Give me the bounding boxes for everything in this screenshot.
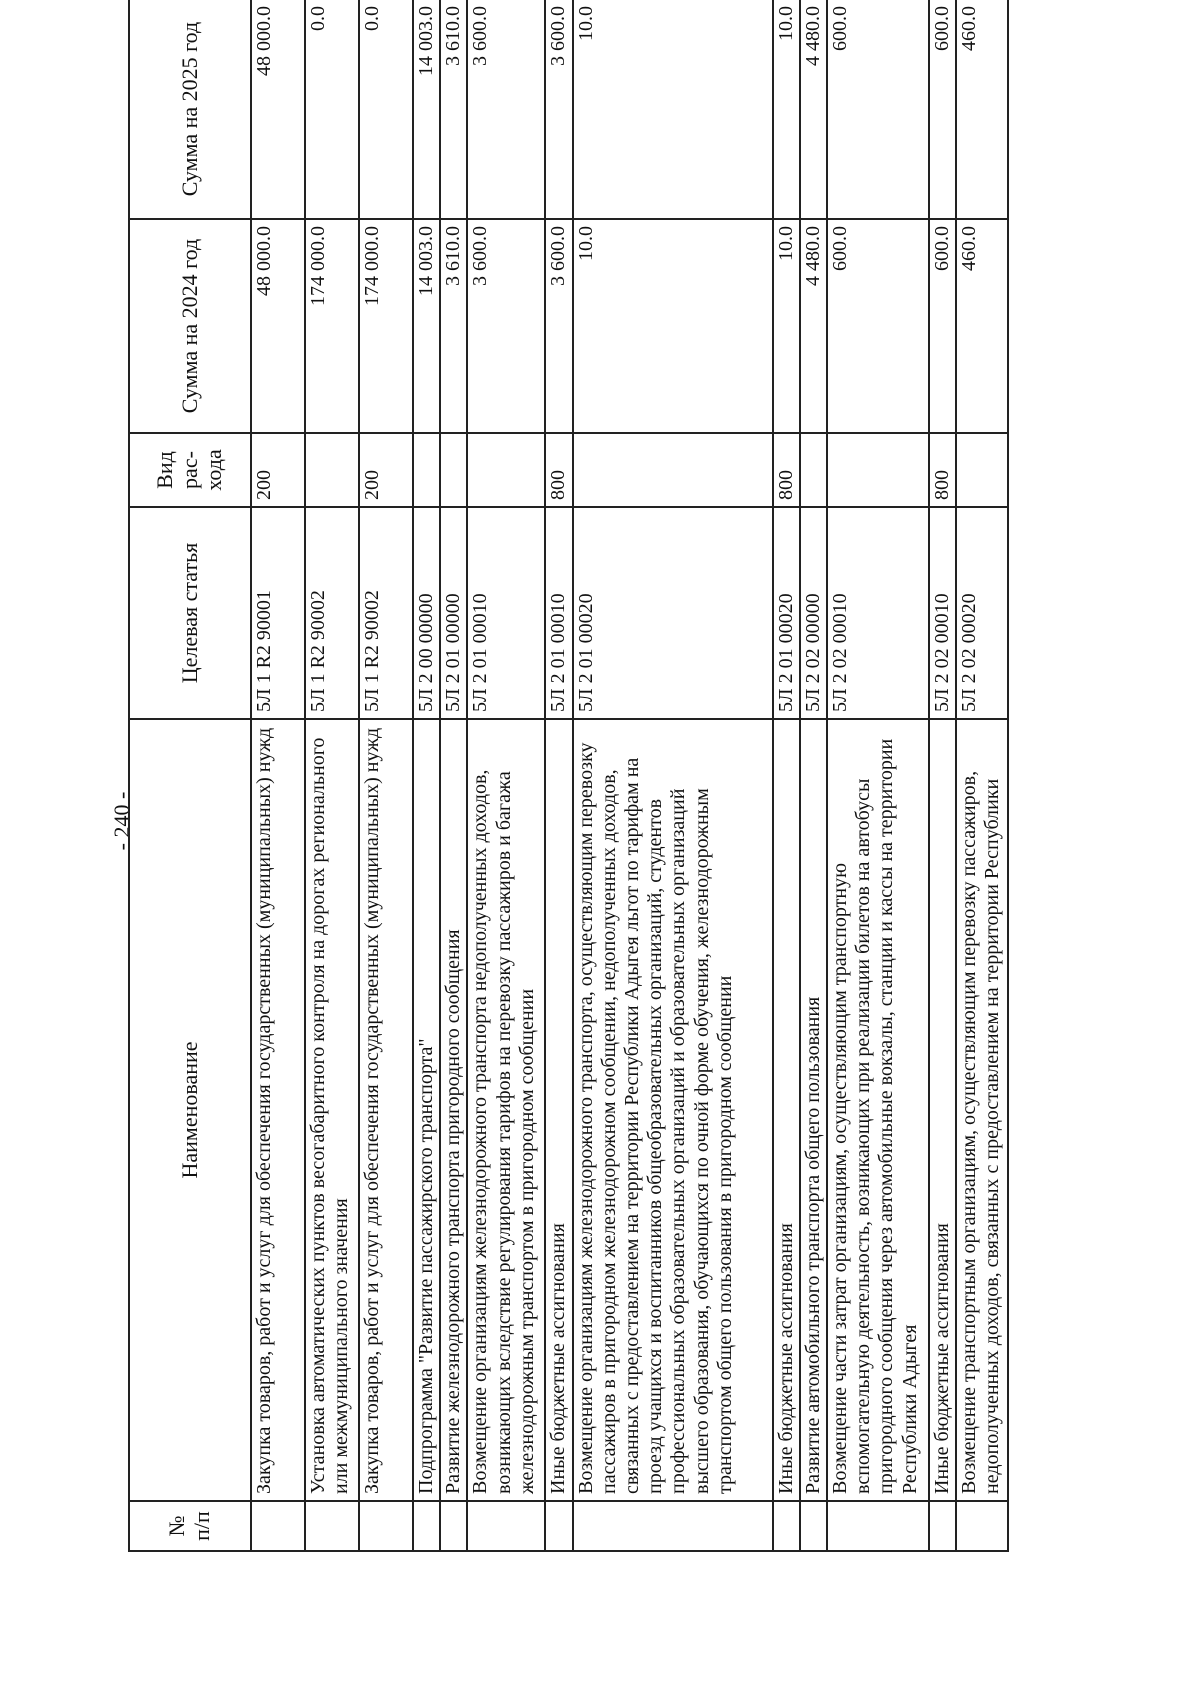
row-no — [956, 1501, 1008, 1551]
row-sum-2025: 48 000.0 — [251, 0, 305, 219]
row-name: Иные бюджетные ассигнования — [929, 719, 956, 1501]
row-kind — [440, 433, 467, 507]
row-kind — [467, 433, 545, 507]
header-code: Целевая статья — [129, 507, 251, 719]
row-sum-2024: 3 600.0 — [467, 219, 545, 433]
table-row — [929, 0, 956, 1551]
row-kind — [956, 433, 1008, 507]
table-row — [467, 0, 545, 1551]
row-name: Иные бюджетные ассигнования — [773, 719, 800, 1501]
table-row — [773, 0, 800, 1551]
row-sum-2024: 10.0 — [773, 219, 800, 433]
row-sum-2024: 4 480.0 — [800, 219, 827, 433]
budget-table — [128, 0, 1009, 1552]
row-name: Возмещение транспортным организациям, осуществляющим перевозку пассажиров, недополученных доходов, связанных с предоставлением на территории Республики — [956, 719, 1008, 1501]
row-name: Возмещение части затрат организациям, осуществляющим транспортную вспомогательную деятельность, возникающих при реализации билетов на автобусы пригородного сообщения через автомобильные вокзалы, станции и кассы на территории Республики Адыгея — [827, 719, 929, 1501]
row-code: 5Л 2 02 00010 — [929, 507, 956, 719]
table-row — [413, 0, 440, 1551]
row-name: Возмещение организациям железнодорожного транспорта, осуществляющим перевозку пассажиров в пригородном железнодорожном сообщении, недополученных доходов, связанных с предоставлением на территории Республики Адыгея льгот по тарифам на проезд учащихся и воспитанников общеобразовательных организаций, студентов профессиональных образовательных организаций и образовательных организаций высшего образования, обучающихся по очной форме обучения, железнодорожным транспортом общего пользования в пригородном сообщении — [573, 719, 773, 1501]
row-code: 5Л 2 01 00010 — [467, 507, 545, 719]
table-row — [440, 0, 467, 1551]
row-name: Закупка товаров, работ и услуг для обеспечения государственных (муниципальных) нужд — [359, 719, 413, 1501]
row-code: 5Л 1 R2 90002 — [359, 507, 413, 719]
row-name: Развитие железнодорожного транспорта пригородного сообщения — [440, 719, 467, 1501]
header-sum-2024: Сумма на 2024 год — [129, 219, 251, 433]
row-kind: 800 — [773, 433, 800, 507]
row-code: 5Л 2 00 00000 — [413, 507, 440, 719]
row-name: Закупка товаров, работ и услуг для обеспечения государственных (муниципальных) нужд — [251, 719, 305, 1501]
row-sum-2024: 600.0 — [929, 219, 956, 433]
row-sum-2024: 460.0 — [956, 219, 1008, 433]
row-sum-2025: 4 480.0 — [800, 0, 827, 219]
row-no — [440, 1501, 467, 1551]
row-sum-2024: 14 003.0 — [413, 219, 440, 433]
page-number-text: - 240 - — [109, 791, 134, 851]
row-code: 5Л 2 02 00020 — [956, 507, 1008, 719]
row-sum-2024: 10.0 — [573, 219, 773, 433]
table-row — [827, 0, 929, 1551]
row-no — [545, 1501, 572, 1551]
rotated-table-frame — [128, 0, 1004, 1552]
row-code: 5Л 1 R2 90001 — [251, 507, 305, 719]
row-kind — [573, 433, 773, 507]
header-name: Наименование — [129, 719, 251, 1501]
row-no — [467, 1501, 545, 1551]
row-kind: 200 — [251, 433, 305, 507]
row-name: Иные бюджетные ассигнования — [545, 719, 572, 1501]
table-row — [305, 0, 359, 1551]
row-sum-2024: 600.0 — [827, 219, 929, 433]
row-code: 5Л 2 02 00000 — [800, 507, 827, 719]
row-sum-2025: 0.0 — [359, 0, 413, 219]
row-name: Возмещение организациям железнодорожного транспорта недополученных доходов, возникающих вследствие регулирования тарифов на перевозку пассажиров и багажа железнодорожным транспортом в пригородном сообщении — [467, 719, 545, 1501]
row-sum-2024: 174 000.0 — [305, 219, 359, 433]
row-kind: 200 — [359, 433, 413, 507]
header-kind: Вид рас- хода — [129, 433, 251, 507]
row-code: 5Л 2 01 00020 — [573, 507, 773, 719]
row-no — [773, 1501, 800, 1551]
row-no — [573, 1501, 773, 1551]
row-kind — [827, 433, 929, 507]
row-no — [305, 1501, 359, 1551]
table-row — [545, 0, 572, 1551]
row-code: 5Л 2 01 00020 — [773, 507, 800, 719]
row-sum-2025: 14 003.0 — [413, 0, 440, 219]
row-sum-2025: 3 610.0 — [440, 0, 467, 219]
row-sum-2025: 3 600.0 — [467, 0, 545, 219]
row-kind — [800, 433, 827, 507]
row-sum-2024: 48 000.0 — [251, 219, 305, 433]
row-sum-2025: 460.0 — [956, 0, 1008, 219]
row-kind: 800 — [929, 433, 956, 507]
row-no — [359, 1501, 413, 1551]
table-header-row — [129, 0, 251, 1551]
row-no — [800, 1501, 827, 1551]
row-no — [827, 1501, 929, 1551]
row-no — [251, 1501, 305, 1551]
row-sum-2025: 600.0 — [827, 0, 929, 219]
row-name: Подпрограмма "Развитие пассажирского транспорта" — [413, 719, 440, 1501]
header-sum-2025: Сумма на 2025 год — [129, 0, 251, 219]
row-code: 5Л 2 01 00000 — [440, 507, 467, 719]
row-sum-2024: 174 000.0 — [359, 219, 413, 433]
row-sum-2025: 0.0 — [305, 0, 359, 219]
row-sum-2025: 10.0 — [773, 0, 800, 219]
row-sum-2024: 3 610.0 — [440, 219, 467, 433]
row-name: Установка автоматических пунктов весогабаритного контроля на дорогах регионального или межмуниципального значения — [305, 719, 359, 1501]
row-code: 5Л 2 02 00010 — [827, 507, 929, 719]
table-row — [251, 0, 305, 1551]
row-code: 5Л 2 01 00010 — [545, 507, 572, 719]
row-no — [413, 1501, 440, 1551]
table-row — [800, 0, 827, 1551]
row-kind — [413, 433, 440, 507]
row-name: Развитие автомобильного транспорта общего пользования — [800, 719, 827, 1501]
table-row — [359, 0, 413, 1551]
table-row — [956, 0, 1008, 1551]
row-no — [929, 1501, 956, 1551]
row-kind — [305, 433, 359, 507]
row-sum-2025: 3 600.0 — [545, 0, 572, 219]
row-sum-2024: 3 600.0 — [545, 219, 572, 433]
row-sum-2025: 600.0 — [929, 0, 956, 219]
row-code: 5Л 1 R2 90002 — [305, 507, 359, 719]
table-row — [573, 0, 773, 1551]
row-sum-2025: 10.0 — [573, 0, 773, 219]
row-kind: 800 — [545, 433, 572, 507]
header-no: № п/п — [129, 1501, 251, 1551]
